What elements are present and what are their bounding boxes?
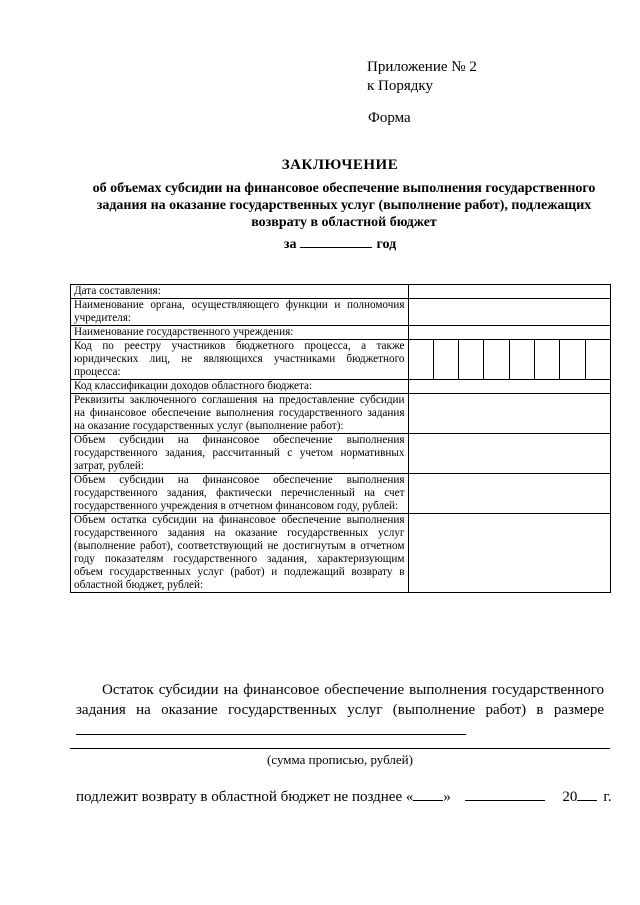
- appendix-order: к Порядку: [367, 78, 433, 94]
- table-row: [71, 380, 611, 394]
- row-label-subsidy-transferred: Объем субсидии на финансовое обеспечение выполнения государственного задания, фактически перечисленный на счет государственного учреждения в отчетном финансовом году, рублей:: [71, 474, 409, 514]
- appendix-reference: [367, 58, 477, 96]
- table-row: [71, 340, 611, 380]
- row-value-date[interactable]: [408, 285, 611, 299]
- day-blank[interactable]: [413, 786, 443, 801]
- row-label-subsidy-remainder: Объем остатка субсидии на финансовое обеспечение выполнения государственного задания на оказание государственных услуг (выполнение работ), соответствующий не достигнутым в отчетном году показателям государственного задания, характеризующим объем государственных услуг (работ) и подлежащий возврату в областной бюджет, рублей:: [71, 514, 409, 593]
- quote-close: »: [443, 789, 451, 805]
- row-value-subsidy-remainder[interactable]: [408, 514, 611, 593]
- code-cell[interactable]: [586, 340, 610, 379]
- row-value-agreement-details[interactable]: [408, 394, 611, 434]
- code-cell[interactable]: [409, 340, 434, 379]
- return-deadline-line: [76, 786, 612, 806]
- code-cell[interactable]: [484, 340, 509, 379]
- document-title: ЗАКЛЮЧЕНИЕ: [281, 157, 399, 173]
- table-row: [71, 326, 611, 340]
- appendix-number: Приложение № 2: [367, 59, 477, 75]
- code-cell[interactable]: [535, 340, 560, 379]
- code-cell[interactable]: [560, 340, 585, 379]
- row-label-subsidy-calculated: Объем субсидии на финансовое обеспечение выполнения государственного задания, рассчитанный с учетом нормативных затрат, рублей:: [71, 434, 409, 474]
- row-label-registry-code: Код по реестру участников бюджетного процесса, а также юридических лиц, не являющихся участниками бюджетного процесса:: [71, 340, 409, 380]
- table-row: [71, 394, 611, 434]
- year-blank[interactable]: [577, 786, 597, 801]
- period-line: [60, 235, 620, 253]
- table-row: [71, 434, 611, 474]
- year-suffix: г.: [603, 789, 612, 805]
- row-label-founder-organ: Наименование органа, осуществляющего функции и полномочия учредителя:: [71, 299, 409, 326]
- row-value-institution-name[interactable]: [408, 326, 611, 340]
- document-subtitle: об объемах субсидии на финансовое обеспечение выполнения государственного задания на оказание государственных услуг (выполнение работ), подлежащих возврату в областной бюджет: [92, 181, 596, 230]
- table-row: [71, 299, 611, 326]
- year-prefix: 20: [562, 789, 578, 805]
- row-value-founder-organ[interactable]: [408, 299, 611, 326]
- period-suffix: год: [376, 237, 397, 252]
- code-cell[interactable]: [510, 340, 535, 379]
- table-row: [71, 474, 611, 514]
- row-value-subsidy-transferred[interactable]: [408, 474, 611, 514]
- period-prefix: за: [283, 237, 297, 252]
- sum-in-words-caption: (сумма прописью, рублей): [267, 752, 413, 767]
- form-label: Форма: [368, 110, 411, 126]
- row-value-registry-code[interactable]: [408, 340, 611, 380]
- row-label-institution-name: Наименование государственного учреждения:: [71, 326, 409, 340]
- table-row: [71, 285, 611, 299]
- code-cell[interactable]: [459, 340, 484, 379]
- table-row: [71, 514, 611, 593]
- amount-blank[interactable]: [76, 720, 466, 735]
- return-text: подлежит возврату в областной бюджет не позднее «: [76, 789, 414, 805]
- month-blank[interactable]: [465, 786, 545, 801]
- registry-code-cells: [409, 340, 611, 379]
- sum-in-words-line[interactable]: [70, 748, 610, 749]
- row-label-revenue-code: Код классификации доходов областного бюджета:: [71, 380, 409, 394]
- row-label-date: Дата составления:: [71, 285, 409, 299]
- remainder-text: Остаток субсидии на финансовое обеспечение выполнения государственного задания на оказание государственных услуг (выполнение работ) в размере: [76, 682, 604, 718]
- conclusion-table: [70, 284, 611, 593]
- code-cell[interactable]: [434, 340, 459, 379]
- remainder-paragraph: [76, 680, 604, 741]
- period-year-blank[interactable]: [300, 235, 372, 248]
- row-value-revenue-code[interactable]: [408, 380, 611, 394]
- row-label-agreement-details: Реквизиты заключенного соглашения на предоставление субсидии на финансовое обеспечение выполнения государственного задания на оказание государственных услуг (выполнение работ):: [71, 394, 409, 434]
- row-value-subsidy-calculated[interactable]: [408, 434, 611, 474]
